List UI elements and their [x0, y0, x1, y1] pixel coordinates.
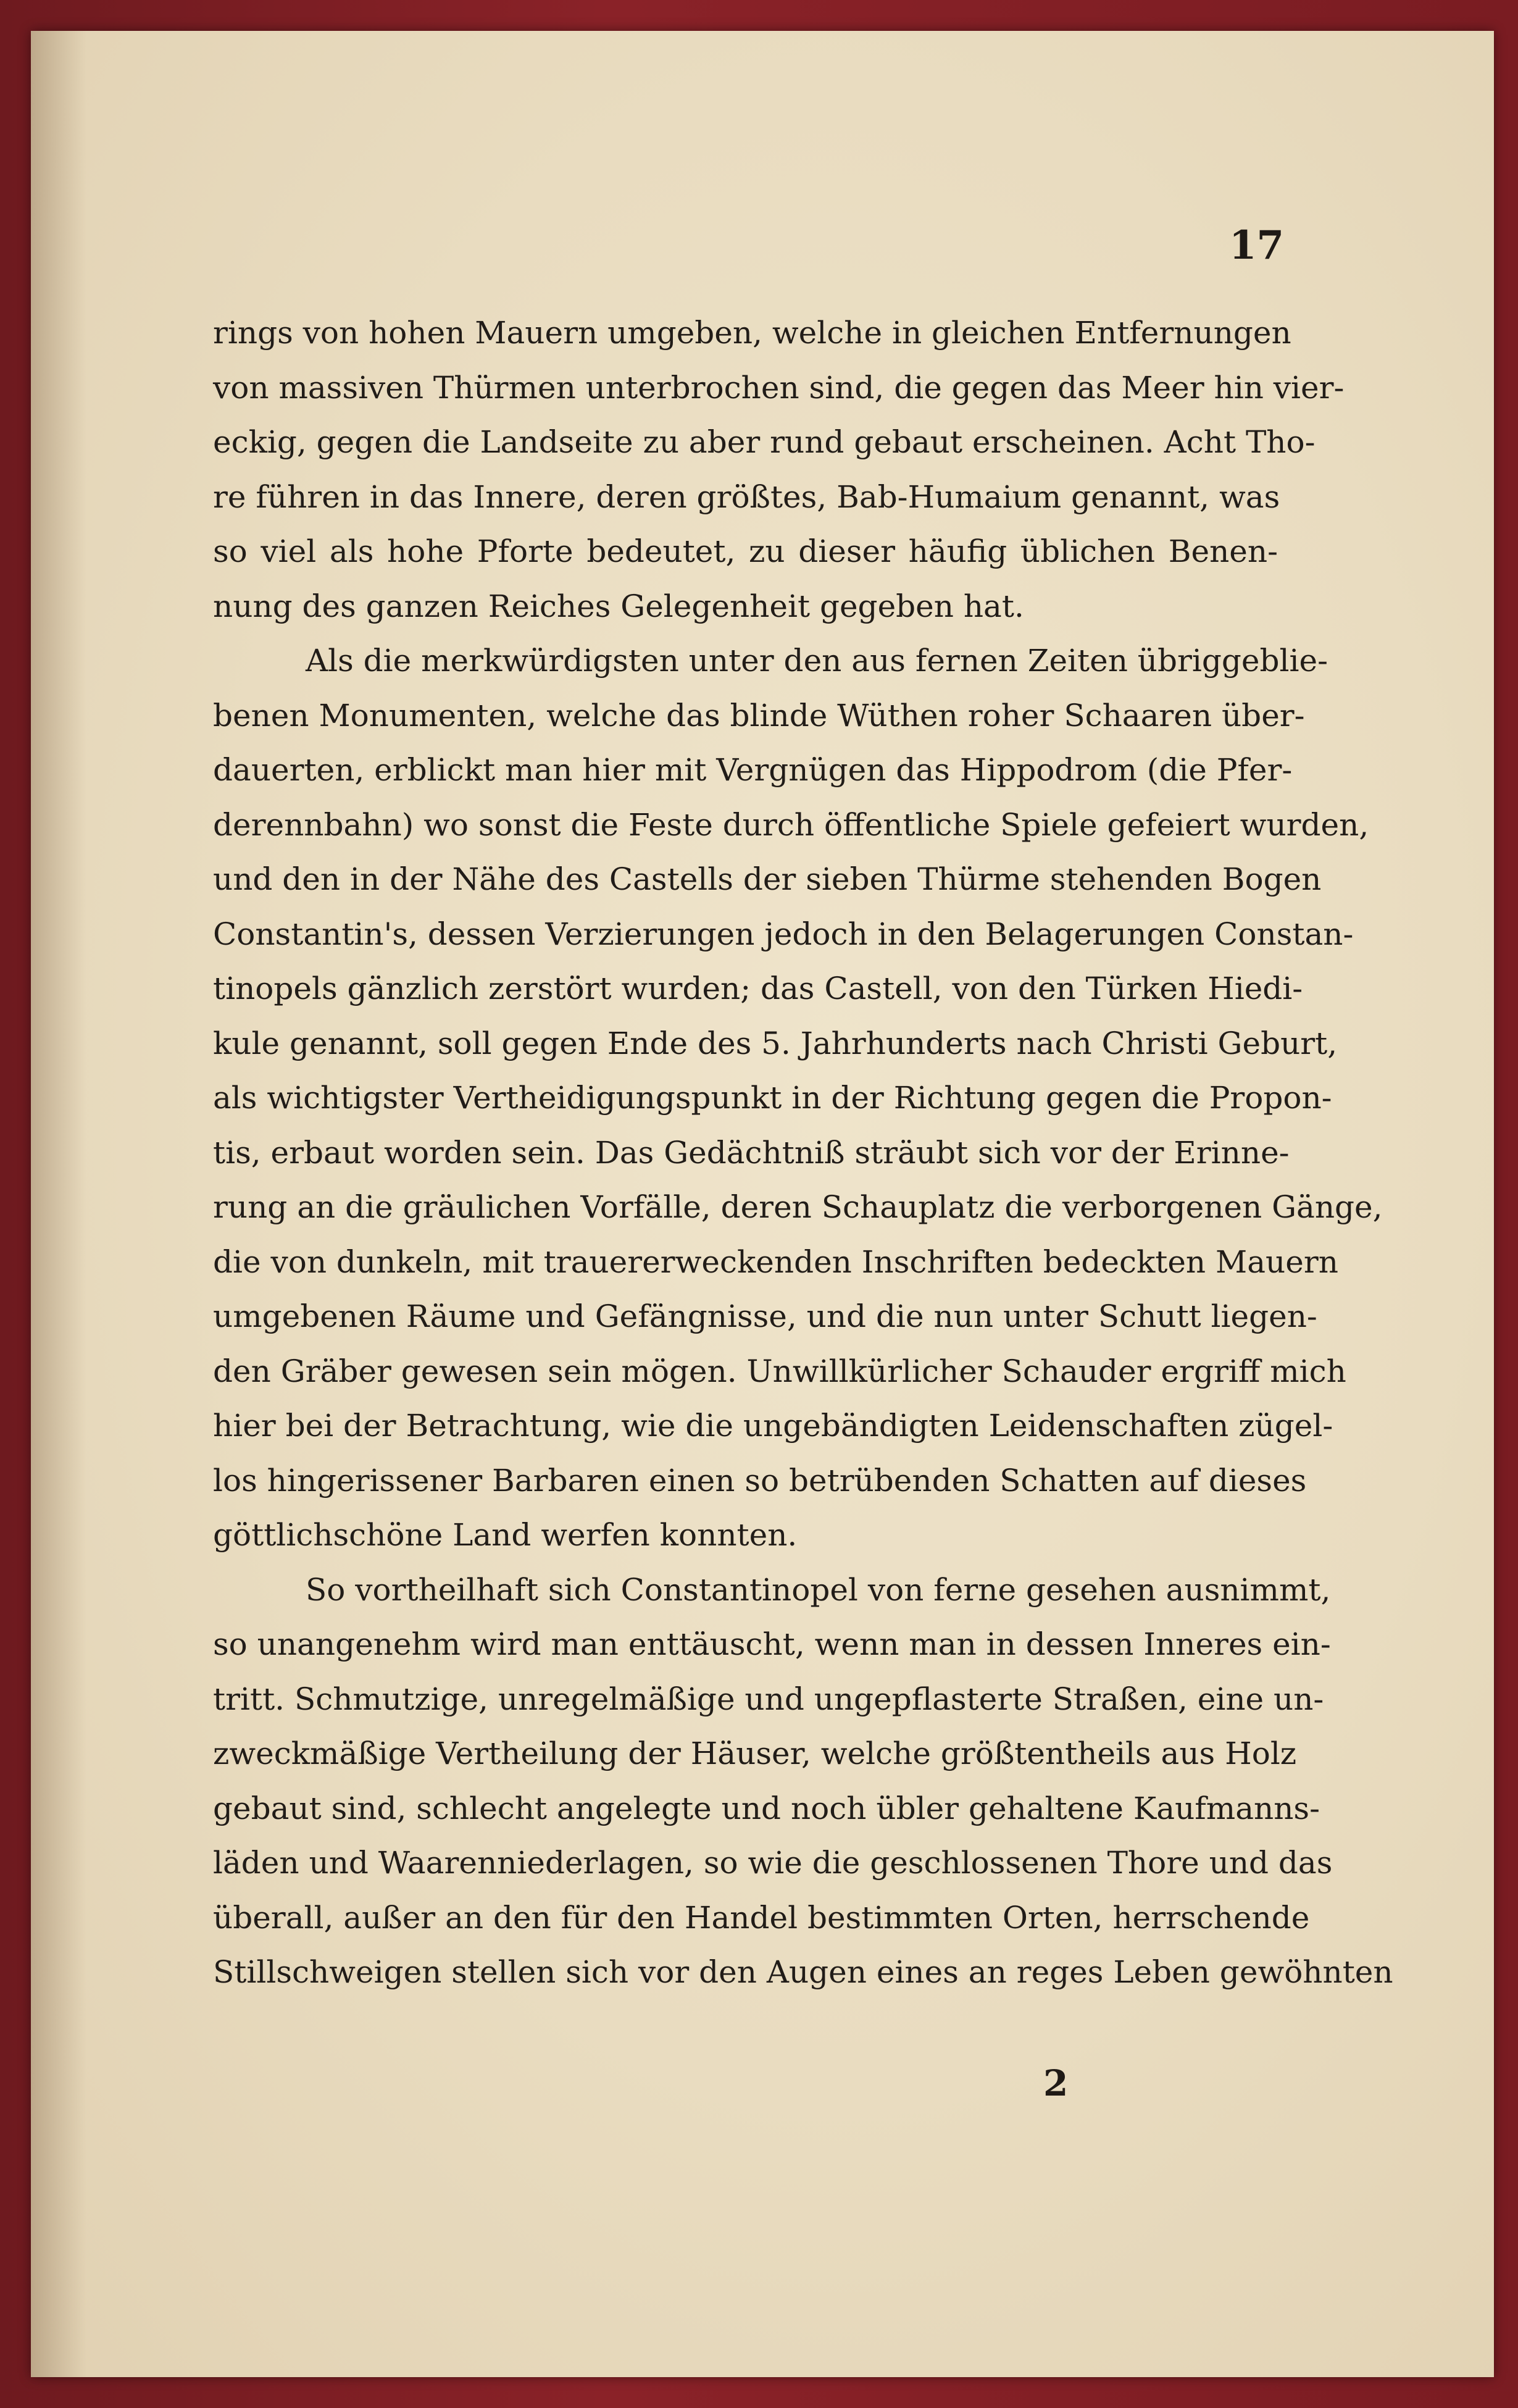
- text-line: läden und Waarenniederlagen, so wie die geschlossenen Thore und das: [213, 1845, 1333, 1881]
- book-page: [31, 31, 1494, 2377]
- text-line: derennbahn) wo sonst die Feste durch öffentliche Spiele gefeiert wurden,: [213, 806, 1369, 843]
- text-line: rung an die gräulichen Vorfälle, deren Schauplatz die verborgenen Gänge,: [213, 1189, 1383, 1225]
- text-line: tinopels gänzlich zerstört wurden; das Castell, von den Türken Hiedi-: [213, 971, 1303, 1006]
- page-body: [213, 306, 1393, 2000]
- text-line: Constantin's, dessen Verzierungen jedoch in den Belagerungen Constan-: [213, 916, 1354, 952]
- text-line: dauerten, erblickt man hier mit Vergnügen das Hippodrom (die Pfer-: [213, 752, 1293, 788]
- text-line: den Gräber gewesen sein mögen. Unwillkürlicher Schauder ergriff mich: [213, 1353, 1346, 1389]
- text-line: überall, außer an den für den Handel bestimmten Orten, herrschende: [213, 1899, 1310, 1936]
- printer-signature-mark: 2: [1043, 2062, 1069, 2104]
- text-line: von massiven Thürmen unterbrochen sind, die gegen das Meer hin vier-: [213, 369, 1345, 406]
- page-number: 17: [1228, 222, 1284, 269]
- text-line: kule genannt, soll gegen Ende des 5. Jahrhunderts nach Christi Geburt,: [213, 1025, 1338, 1061]
- text-line: hier bei der Betrachtung, wie die ungebändigten Leidenschaften zügel-: [213, 1408, 1333, 1444]
- text-line: umgebenen Räume und Gefängnisse, und die nun unter Schutt liegen-: [213, 1298, 1317, 1334]
- text-line: nung des ganzen Reiches Gelegenheit gegeben hat.: [213, 588, 1024, 624]
- text-line: So vortheilhaft sich Constantinopel von ferne gesehen ausnimmt,: [306, 1571, 1331, 1608]
- text-line: tis, erbaut worden sein. Das Gedächtniß sträubt sich vor der Erinne-: [213, 1134, 1290, 1171]
- text-line: eckig, gegen die Landseite zu aber rund gebaut erscheinen. Acht Tho-: [213, 424, 1316, 460]
- text-line: tritt. Schmutzige, unregelmäßige und ungepflasterte Straßen, eine un-: [213, 1681, 1324, 1717]
- text-line: gebaut sind, schlecht angelegte und noch übler gehaltene Kaufmanns-: [213, 1790, 1320, 1826]
- text-line: Stillschweigen stellen sich vor den Augen eines an reges Leben gewöhnten: [213, 1954, 1393, 1990]
- text-line: Als die merkwürdigsten unter den aus fernen Zeiten übriggeblie-: [306, 643, 1328, 679]
- text-line: als wichtigster Vertheidigungspunkt in der Richtung gegen die Propon-: [213, 1080, 1332, 1116]
- text-line: göttlichschöne Land werfen konnten.: [213, 1517, 798, 1553]
- text-line: benen Monumenten, welche das blinde Wüthen roher Schaaren über-: [213, 697, 1305, 734]
- text-line: rings von hohen Mauern umgeben, welche in gleichen Entfernungen: [213, 315, 1291, 351]
- text-line: re führen in das Innere, deren größtes, Bab-Humaium genannt, was: [213, 479, 1280, 515]
- text-line: zweckmäßige Vertheilung der Häuser, welche größtentheils aus Holz: [213, 1736, 1297, 1771]
- text-line: los hingerissener Barbaren einen so betrübenden Schatten auf dieses: [213, 1462, 1307, 1499]
- text-line: so viel als hohe Pforte bedeutet, zu dieser häufig üblichen Benen-: [213, 533, 1278, 569]
- text-line: und den in der Nähe des Castells der sieben Thürme stehenden Bogen: [213, 861, 1322, 897]
- text-line: die von dunkeln, mit trauererweckenden Inschriften bedeckten Mauern: [213, 1244, 1338, 1280]
- text-line: so unangenehm wird man enttäuscht, wenn man in dessen Inneres ein-: [213, 1626, 1331, 1662]
